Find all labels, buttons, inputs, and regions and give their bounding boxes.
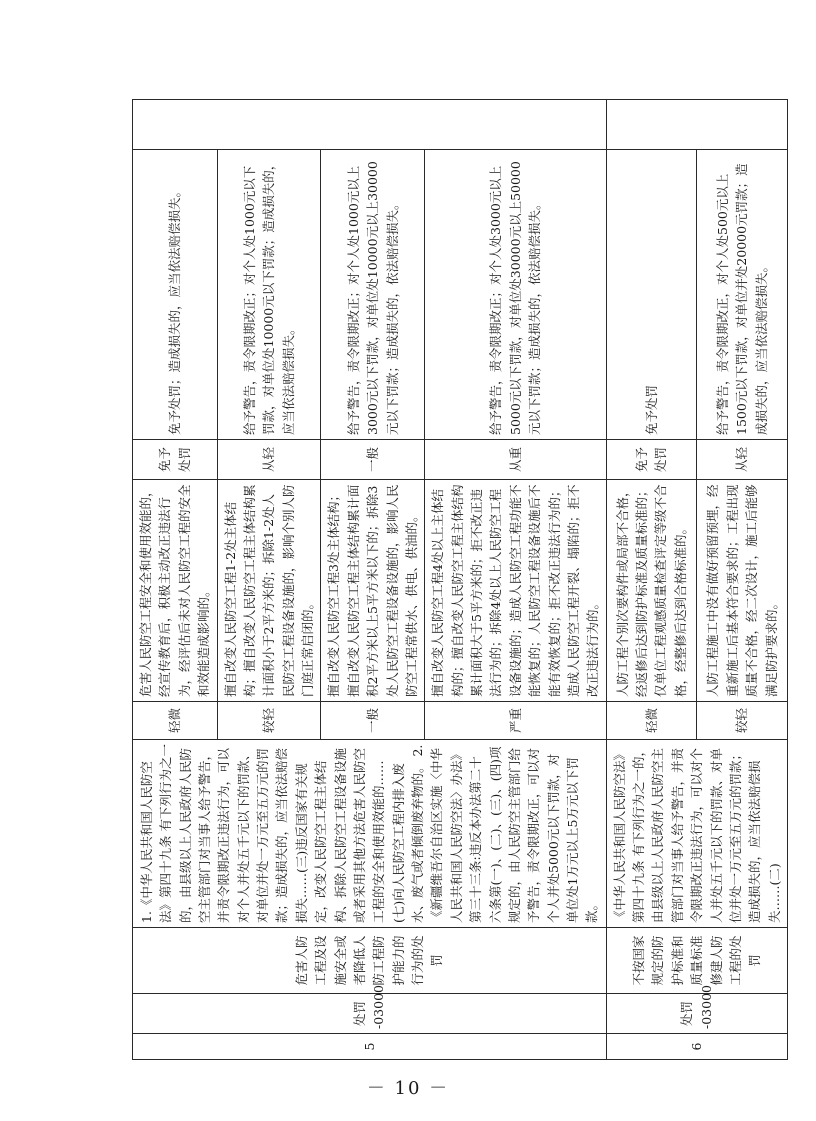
violation-circumstance: 擅自改变人民防空工程1-2处主体结构；擅自改变人民防空工程主体结构累计面积小于2平方米的；拆除1-2处人民防空工程设备设施的，影响个别人防门庭正常启闭的。 bbox=[217, 480, 321, 702]
penalty-level: 从轻 bbox=[217, 440, 321, 480]
violation-grade: 较轻 bbox=[697, 702, 788, 740]
item-code: 处罚 -03000 bbox=[133, 994, 607, 1034]
penalty-level: 从轻 bbox=[697, 440, 788, 480]
row-number: 5 bbox=[133, 1034, 607, 1060]
table-row bbox=[133, 100, 218, 1060]
item-name: 不按国家规定的防护标准和质量标准修建人防工程的处罚 bbox=[606, 928, 787, 994]
penalty-standard: 免予处罚；造成损失的，应当依法赔偿损失。 bbox=[133, 150, 218, 440]
violation-circumstance: 人防工程个别次要构件或局部不合格，经返修后达到防护标准及质量标准的；仅单位工程观感质量检查评定等级不合格，经整修后达到合格标准的。 bbox=[606, 480, 697, 702]
violation-circumstance: 擅自改变人民防空工程3处主体结构；擅自改变人民防空工程主体结构累计面积2平方米以上5平方米以下的；拆除3处人民防空工程设备设施的，影响人民防空工程常供水、供电、供油的。 bbox=[321, 480, 425, 702]
violation-circumstance: 人防工程施工中没有做好预留预埋，经重新施工后基本符合要求的；工程出现质量不合格，经二次设计，施工后能够满足防护要求的。 bbox=[697, 480, 788, 702]
violation-grade: 轻微 bbox=[606, 702, 697, 740]
penalty-level: 从重 bbox=[425, 440, 606, 480]
penalty-level: 免予处罚 bbox=[606, 440, 697, 480]
penalty-level: 一般 bbox=[321, 440, 425, 480]
remarks-cell bbox=[133, 100, 607, 150]
penalty-standard: 给予警告，责令限期改正，对个人处500元以上1500元以下罚款，对单位并处20000元罚款；造成损失的，应当依法赔偿损失。 bbox=[697, 150, 788, 440]
violation-grade: 一般 bbox=[321, 702, 425, 740]
row-number: 6 bbox=[606, 1034, 787, 1060]
penalty-standard: 给予警告，责令限期改正；对个人处3000元以上5000元以下罚款，对单位处30000元以上50000元以下罚款；造成损失的，依法赔偿损失。 bbox=[425, 150, 606, 440]
penalty-level: 免予处罚 bbox=[133, 440, 218, 480]
penalty-standard-table bbox=[132, 99, 788, 1060]
violation-grade: 较轻 bbox=[217, 702, 321, 740]
legal-basis: 1.《中华人民共和国人民防空法》第四十九条 有下列行为之一的，由县级以上人民政府人民防空主管部门对当事人给予警告，并责令限期改正违法行为，可以对个人并处五千元以下的罚款、对单位并处一万元至五万元的罚款；造成损失的，应当依法赔偿损失……(三)违反国家有关规定，改变人民防空工程主体结构、拆除人民防空工程设备设施或者采用其他方法危害人民防空工程的安全和使用效能的……(七)向人民防空工程内排入废水、废气或者倾倒废弃物的。 2.《新疆维吾尔自治区实施〈中华人民共和国人民防空法〉办法》第三十三条:违反本办法第二十六条第(一)、(二)、(三)、(四)项规定的，由人民防空主管部门给予警告，责令限期改正，可以对个人并处5000元以下罚款，对单位处1万元以上5万元以下罚款。 bbox=[133, 740, 607, 928]
violation-circumstance: 危害人民防空工程安全和使用效能的，经宣传教育后，积极主动改正违法行为，经评估后未对人民防空工程的安全和效能造成影响的。 bbox=[133, 480, 218, 702]
remarks-cell bbox=[606, 100, 787, 150]
violation-circumstance: 擅自改变人民防空工程4处以上主体结构的；擅自改变人民防空工程主体结构累计面积大于5平方米的；拒不改正违法行为的；拆除4处以上人民防空工程设备设施的；造成人民防空工程功能不能恢复的；人民防空工程设备设施后不能有效恢复的；拒不改正违法行为的；造成人民防空工程开裂、塌陷的；拒不改正违法行为的。 bbox=[425, 480, 606, 702]
rotated-table-sheet bbox=[132, 100, 782, 1060]
violation-grade: 轻微 bbox=[133, 702, 218, 740]
item-name: 危害人防工程及设施安全或者降低人防工程防护能力的行为的处罚 bbox=[133, 928, 607, 994]
violation-grade: 严重 bbox=[425, 702, 606, 740]
table-row bbox=[606, 100, 697, 1060]
legal-basis: 《中华人民共和国人民防空法》第四十九条 有下列行为之一的，由县级以上人民政府人民防空主管部门对当事人给予警告，并责令限期改正违法行为，可以对个人并处五千元以下的罚款、对单位并处一万元至五万元的罚款；造成损失的，应当依法赔偿损失……(二) bbox=[606, 740, 787, 928]
item-code: 处罚 -03000 bbox=[606, 994, 787, 1034]
penalty-standard: 给予警告，责令限期改正；对个人处1000元以上3000元以下罚款，对单位处10000元以上30000元以下罚款；造成损失的，依法赔偿损失。 bbox=[321, 150, 425, 440]
penalty-standard: 免予处罚 bbox=[606, 150, 697, 440]
page-number: － 10 － bbox=[366, 1078, 450, 1099]
penalty-standard: 给予警告，责令限期改正；对个人处1000元以下罚款，对单位处10000元以下罚款；造成损失的，应当依法赔偿损失。 bbox=[217, 150, 321, 440]
